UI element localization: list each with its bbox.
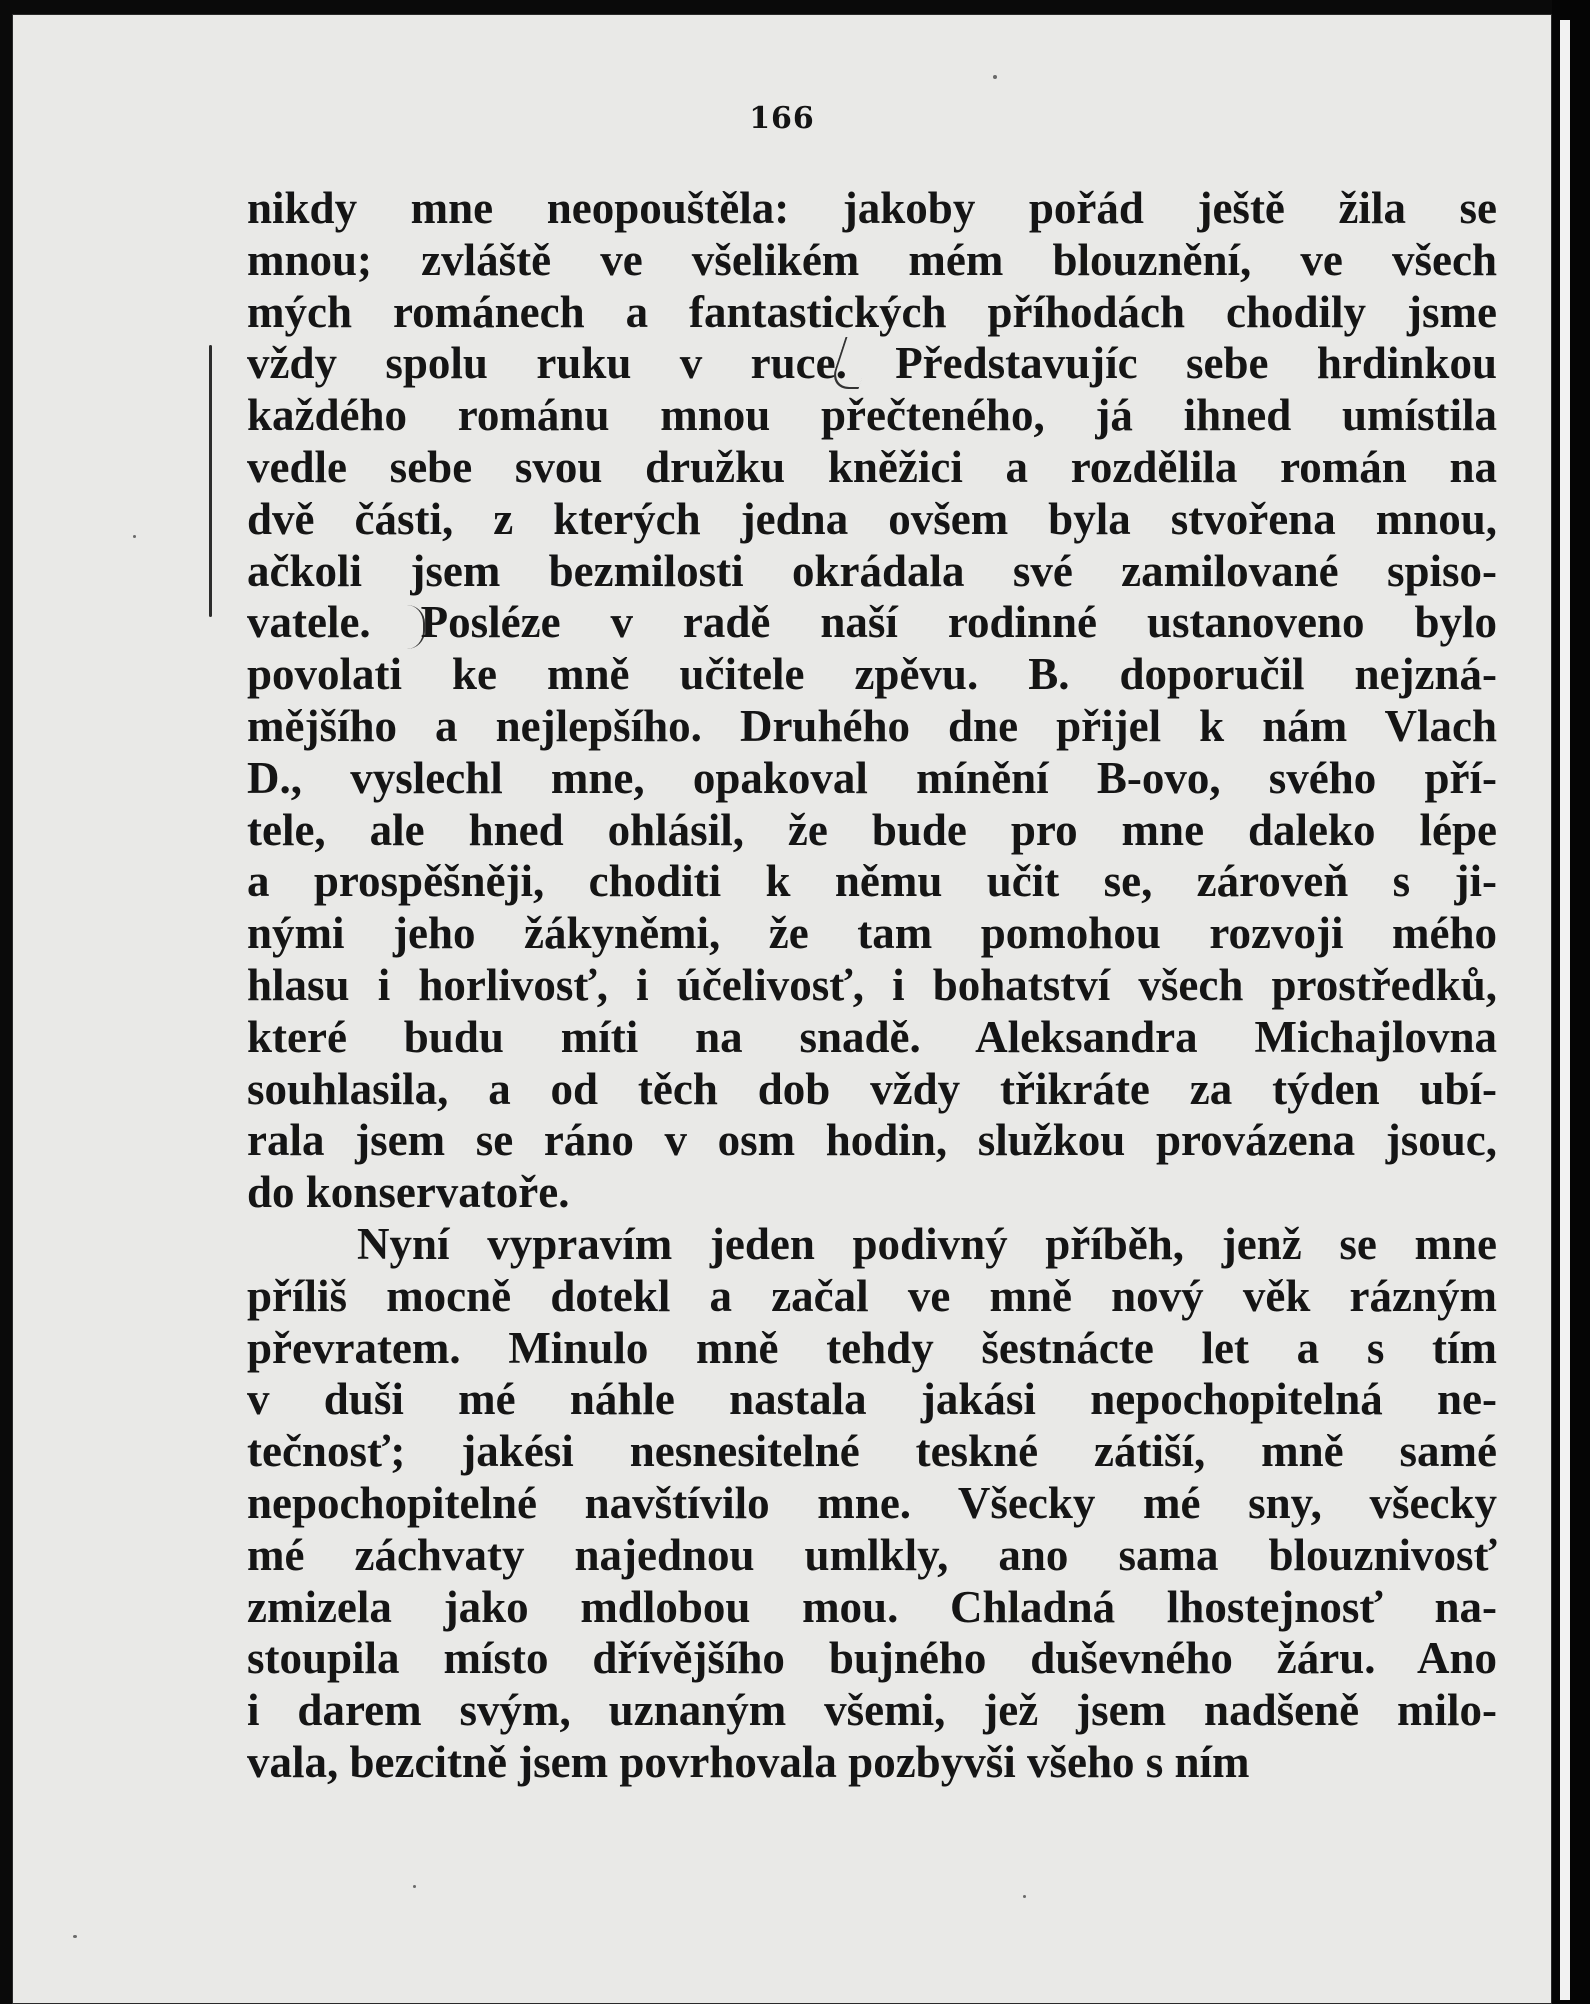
- text-line: každého románu mnou přečteného, já ihned umístila: [247, 390, 1497, 441]
- scan-speck: [413, 1885, 416, 1888]
- text-line: mých románech a fantastických příhodách chodily jsme: [247, 286, 1497, 337]
- scan-speck: [1023, 1895, 1026, 1898]
- scan-right-edge: [1552, 0, 1590, 2004]
- text-line: mé záchvaty najednou umlkly, ano sama blouznivosť: [247, 1529, 1497, 1580]
- text-line: mějšího a nejlepšího. Druhého dne přijel k nám Vlach: [247, 700, 1497, 751]
- scan-speck: [73, 1935, 77, 1938]
- text-line: povolati ke mně učitele zpěvu. B. doporučil nejzná-: [247, 649, 1497, 700]
- text-line: i darem svým, uznaným všemi, jež jsem nadšeně milo-: [247, 1685, 1497, 1736]
- margin-pencil-mark: [209, 345, 212, 617]
- text-line: stoupila místo dřívějšího bujného duševného žáru. Ano: [247, 1633, 1497, 1684]
- scan-edge-strip: [1560, 20, 1570, 2000]
- text-line: do konservatoře.: [247, 1167, 570, 1218]
- text-line: nepochopitelné navštívilo mne. Všecky mé sny, všecky: [247, 1477, 1497, 1528]
- scan-speck: [133, 535, 136, 538]
- text-line: tečnosť; jakési nesnesitelné teskné zátiší, mně samé: [247, 1426, 1497, 1477]
- page-number: 166: [749, 101, 815, 136]
- text-line: rala jsem se ráno v osm hodin, služkou provázena jsouc,: [247, 1115, 1497, 1166]
- paragraph: [247, 183, 1497, 1219]
- text-line: vždy spolu ruku v ruce. Představujíc sebe hrdinkou: [247, 338, 1497, 389]
- text-line: D., vyslechl mne, opakoval mínění B-ovo, svého pří-: [247, 752, 1497, 803]
- text-line: převratem. Minulo mně tehdy šestnácte let a s tím: [247, 1322, 1497, 1373]
- text-line: zmizela jako mdlobou mou. Chladná lhostejnosť na-: [247, 1581, 1497, 1632]
- text-line: nikdy mne neopouštěla: jakoby pořád ještě žila se: [247, 183, 1497, 233]
- text-line: vedle sebe svou družku kněžici a rozdělila román na: [247, 441, 1497, 492]
- text-line: vala, bezcitně jsem povrhovala pozbyvši všeho s ním: [247, 1736, 1250, 1787]
- scan-speck: [993, 75, 997, 79]
- text-line: Nyní vypravím jeden podivný příběh, jenž se mne: [357, 1218, 1497, 1269]
- text-line: nými jeho žákyněmi, že tam pomohou rozvoji mého: [247, 908, 1497, 959]
- text-line: v duši mé náhle nastala jakási nepochopitelná ne-: [247, 1374, 1497, 1425]
- text-line: souhlasila, a od těch dob vždy třikráte za týden ubí-: [247, 1063, 1497, 1114]
- text-line: dvě části, z kterých jedna ovšem byla stvořena mnou,: [247, 493, 1497, 544]
- book-page: [12, 14, 1552, 2004]
- paragraph: [247, 1219, 1497, 1789]
- text-line: které budu míti na snadě. Aleksandra Michajlovna: [247, 1011, 1497, 1062]
- page-text: [247, 183, 1497, 1789]
- text-line: mnou; zvláště ve všelikém mém blouznění, ve všech: [247, 234, 1497, 285]
- text-line: vatele. Posléze v radě naší rodinné ustanoveno bylo: [247, 597, 1497, 648]
- text-line: příliš mocně dotekl a začal ve mně nový věk rázným: [247, 1270, 1497, 1321]
- text-line: a prospěšněji, choditi k němu učit se, zároveň s ji-: [247, 856, 1497, 907]
- text-line: hlasu i horlivosť, i účelivosť, i bohatství všech prostředků,: [247, 959, 1497, 1010]
- text-line: ačkoli jsem bezmilosti okrádala své zamilované spiso-: [247, 545, 1497, 596]
- text-line: tele, ale hned ohlásil, že bude pro mne daleko lépe: [247, 804, 1497, 855]
